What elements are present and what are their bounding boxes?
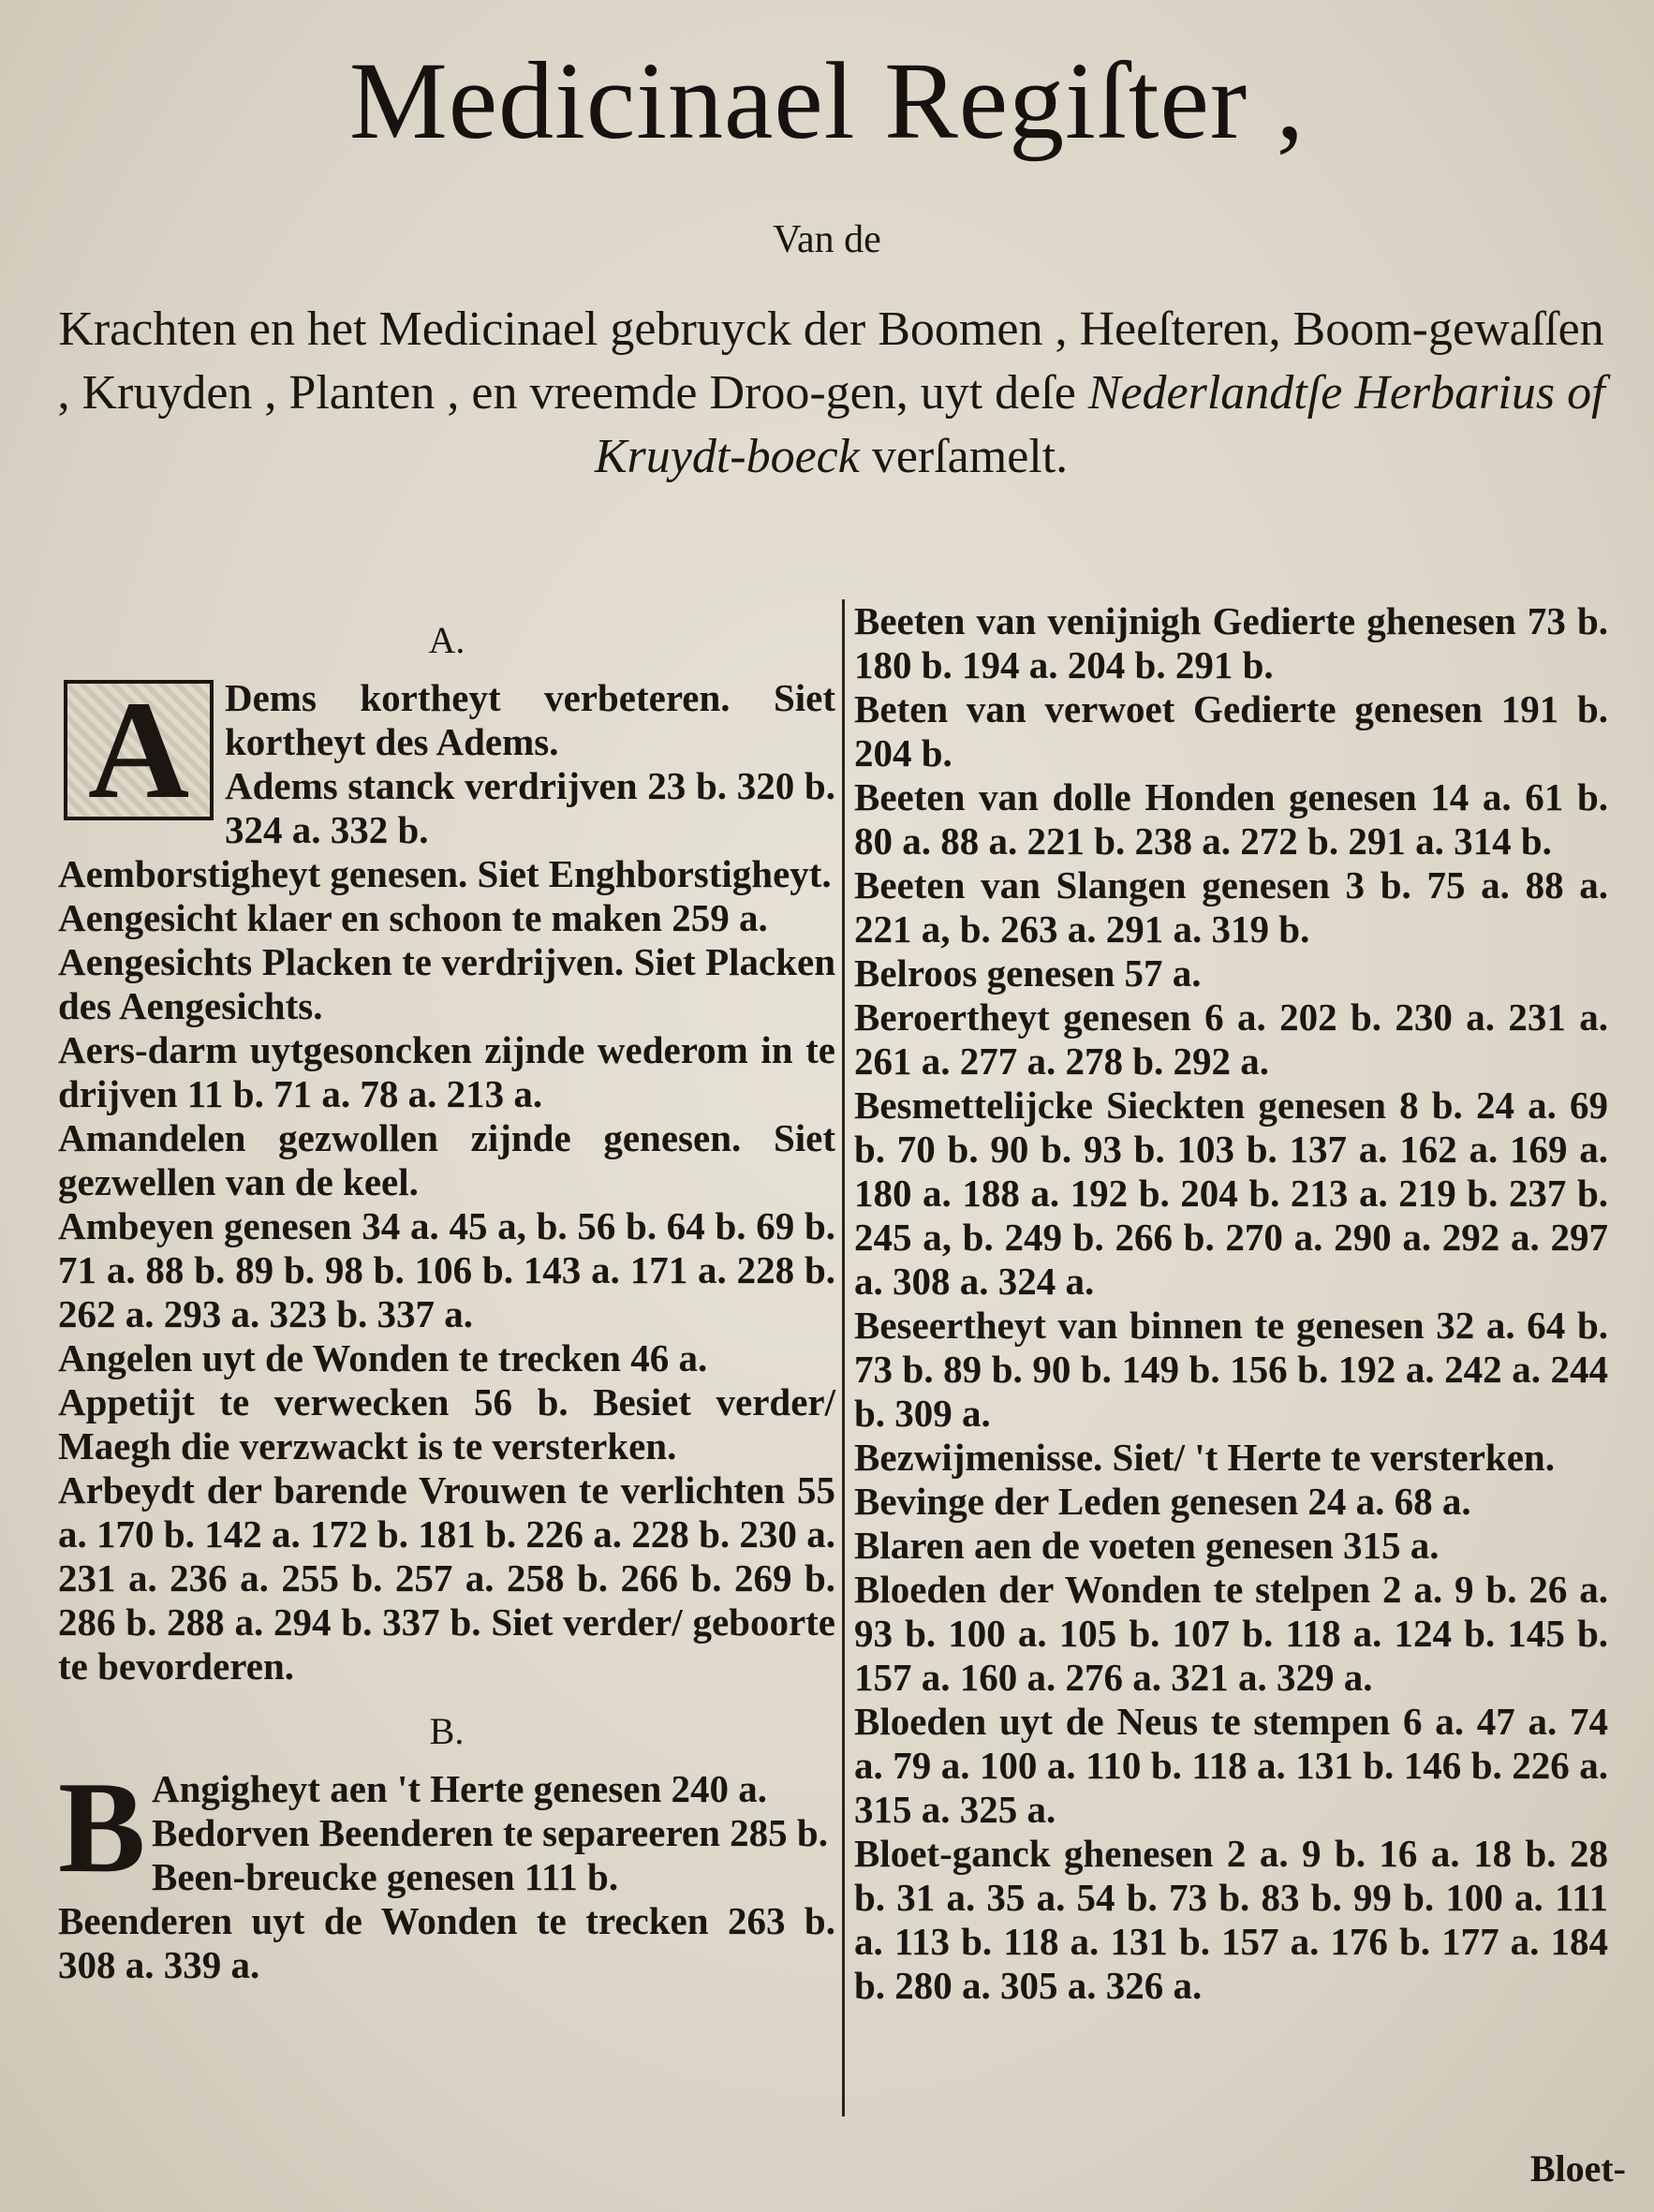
index-entry: Beseertheyt van binnen te genesen 32 a. 64 b. 73 b. 89 b. 90 b. 149 b. 156 b. 192 a. 242 a. 244 b. 309 a.: [854, 1304, 1608, 1435]
index-entry: Beten van verwoet Gedierte genesen 191 b. 204 b.: [854, 687, 1608, 774]
section-a-body: [58, 672, 835, 1688]
index-entry: Adems stanck verdrijven 23 b. 320 b. 324 a. 332 b.: [225, 764, 835, 851]
index-entry: Bedorven Beenderen te separeeren 285 b.: [152, 1811, 828, 1854]
index-entry: Bloeden der Wonden te stelpen 2 a. 9 b. 26 a. 93 b. 100 a. 105 b. 107 b. 118 a. 124 b. 145 b. 157 a. 160 a. 276 a. 321 a. 329 a.: [854, 1568, 1608, 1699]
index-entry: Beroertheyt genesen 6 a. 202 b. 230 a. 231 a. 261 a. 277 a. 278 b. 292 a.: [854, 995, 1608, 1083]
catchword: Bloet-: [1529, 2147, 1626, 2190]
index-entry: Dems kortheyt verbeteren. Siet kortheyt des Adems.: [225, 676, 835, 763]
index-entry: Bloeden uyt de Neus te stempen 6 a. 47 a. 74 a. 79 a. 100 a. 110 b. 118 a. 131 b. 146 b. 226 a. 315 a. 325 a.: [854, 1700, 1608, 1831]
decorated-initial-a: A: [64, 680, 214, 820]
index-entry: Beeten van dolle Honden genesen 14 a. 61 b. 80 a. 88 a. 221 b. 238 a. 272 b. 291 a. 314 b.: [854, 775, 1608, 863]
index-entry: Angigheyt aen 't Herte genesen 240 a.: [152, 1767, 768, 1810]
index-entry: Besmettelijcke Sieckten genesen 8 b. 24 a. 69 b. 70 b. 90 b. 93 b. 103 b. 137 a. 162 a. 169 a. 180 a. 188 a. 192 b. 204 b. 213 a. 219 b. 237 b. 245 a, b. 249 b. 266 b. 270 a. 290 a. 292 a. 297 a. 308 a. 324 a.: [854, 1084, 1608, 1303]
left-column: [58, 618, 835, 1987]
section-heading-a: A.: [428, 619, 465, 661]
index-entry: Aers-darm uytgesoncken zijnde wederom in te drijven 11 b. 71 a. 78 a. 213 a.: [58, 1028, 835, 1115]
index-entry: Bezwijmenisse. Siet/ 't Herte te versterken.: [854, 1436, 1555, 1479]
index-entry: Beeten van venijnigh Gedierte ghenesen 73 b. 180 b. 194 a. 204 b. 291 b.: [854, 599, 1608, 686]
intro-text-part1: Krachten en het Medicinael gebruyck der Boomen , Heeſteren, Boom-gewaſſen , Kruyden , Planten , en vreemde Droo-gen, uyt deſe: [57, 302, 1604, 420]
intro-text-part2: verſamelt.: [871, 430, 1069, 483]
section-b-body: [58, 1755, 835, 1987]
right-column: [854, 599, 1608, 2008]
page-subtitle: Van de: [773, 218, 881, 261]
index-entry: Bevinge der Leden genesen 24 a. 68 a.: [854, 1480, 1471, 1523]
intro-text-italic: Nederlandtſe Herbarius of Kruydt-boeck: [594, 366, 1605, 483]
index-entry: Angelen uyt de Wonden te trecken 46 a.: [58, 1336, 708, 1379]
section-heading-b: B.: [429, 1710, 465, 1752]
intro-paragraph: [52, 298, 1611, 489]
index-entry: Aemborstigheyt genesen. Siet Enghborstigheyt.: [58, 852, 832, 895]
index-entry: Belroos genesen 57 a.: [854, 951, 1202, 995]
index-entry: Aengesichts Placken te verdrijven. Siet Placken des Aengesichts.: [58, 940, 835, 1027]
index-entry: Appetijt te verwecken 56 b. Besiet verder/ Maegh die verzwackt is te versterken.: [58, 1380, 835, 1467]
page-title: Medicinael Regiſter ,: [348, 39, 1306, 162]
index-entry: Bloet-ganck ghenesen 2 a. 9 b. 16 a. 18 b. 28 b. 31 a. 35 a. 54 b. 73 b. 83 b. 99 b. 100 a. 111 a. 113 b. 118 a. 131 b. 157 a. 176 b. 177 a. 184 b. 280 a. 305 a. 326 a.: [854, 1832, 1608, 2007]
index-entry: Beeten van Slangen genesen 3 b. 75 a. 88 a. 221 a, b. 263 a. 291 a. 319 b.: [854, 863, 1608, 951]
initial-b: B: [58, 1755, 146, 1900]
index-entry: Been-breucke genesen 111 b.: [152, 1855, 619, 1898]
index-entry: Aengesicht klaer en schoon te maken 259 a.: [58, 896, 768, 939]
index-entry: Blaren aen de voeten genesen 315 a.: [854, 1524, 1440, 1567]
index-entry: Amandelen gezwollen zijnde genesen. Siet gezwellen van de keel.: [58, 1116, 835, 1203]
column-divider: [842, 599, 845, 2116]
index-entry: Arbeydt der barende Vrouwen te verlichten 55 a. 170 b. 142 a. 172 b. 181 b. 226 a. 228 b. 230 a. 231 a. 236 a. 255 b. 257 a. 258 b. 266 b. 269 b. 286 b. 288 a. 294 b. 337 b. Siet verder/ geboorte te bevorderen.: [58, 1468, 835, 1688]
index-entry: Ambeyen genesen 34 a. 45 a, b. 56 b. 64 b. 69 b. 71 a. 88 b. 89 b. 98 b. 106 b. 143 a. 171 a. 228 b. 262 a. 293 a. 323 b. 337 a.: [58, 1204, 835, 1335]
index-entry: Beenderen uyt de Wonden te trecken 263 b. 308 a. 339 a.: [58, 1899, 835, 1986]
